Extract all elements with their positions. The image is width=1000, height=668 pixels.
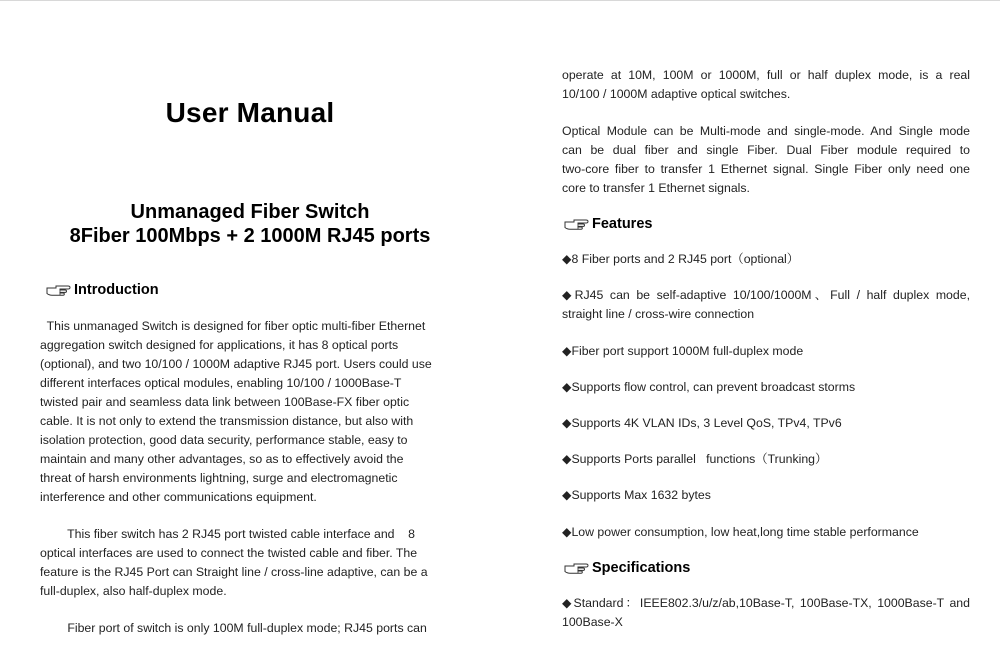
pointing-hand-icon xyxy=(564,561,590,575)
third-paragraph xyxy=(40,619,460,638)
second-paragraph xyxy=(40,525,460,601)
text-line: isolation protection, good data security, performance stable, easy to xyxy=(40,433,408,447)
feature-item xyxy=(562,486,970,505)
feature-text: ◆Low power consumption, low heat,long time stable performance xyxy=(562,525,919,539)
feature-item xyxy=(562,414,970,433)
feature-item xyxy=(562,450,970,469)
document-subtitle xyxy=(40,200,460,248)
text-line: Fiber port of switch is only 100M full-duplex mode; RJ45 ports can xyxy=(40,621,427,635)
introduction-paragraph xyxy=(40,317,460,507)
feature-text: ◆Supports 4K VLAN IDs, 3 Level QoS, TPv4, TPv6 xyxy=(562,416,842,430)
text-line: Optical Module can be Multi-mode and single-mode. And Single mode xyxy=(562,124,970,138)
page-top-border xyxy=(0,0,1000,1)
pointing-hand-icon xyxy=(564,217,590,231)
feature-item xyxy=(562,286,970,324)
feature-text: ◆Fiber port support 1000M full-duplex mode xyxy=(562,344,804,358)
spec-text: 100Base-X xyxy=(562,615,623,629)
text-line: two-core fiber to transfer 1 Ethernet signal. Single Fiber only need one xyxy=(562,162,970,176)
feature-item xyxy=(562,250,970,269)
document-title: User Manual xyxy=(165,97,335,128)
feature-text: ◆Supports Max 1632 bytes xyxy=(562,488,711,502)
optical-module-paragraph xyxy=(562,122,970,198)
text-line: different interfaces optical modules, enabling 10/100 / 1000Base-T xyxy=(40,376,402,390)
feature-text: ◆Supports Ports parallel functions（Trunking） xyxy=(562,452,828,466)
subtitle-line-2: 8Fiber 100Mbps + 2 1000M RJ45 ports xyxy=(69,225,431,247)
text-line: operate at 10M, 100M or 1000M, full or half duplex mode, is a real xyxy=(562,68,970,82)
feature-item xyxy=(562,342,970,361)
continuation-paragraph xyxy=(562,66,970,104)
text-line: core to transfer 1 Ethernet signals. xyxy=(562,181,750,195)
spec-text: ◆Standard：IEEE802.3/u/z/ab,10Base-T, 100Base-TX, 1000Base-T and xyxy=(562,596,970,610)
text-line: full-duplex, also half-duplex mode. xyxy=(40,584,227,598)
feature-text: ◆Supports flow control, can prevent broadcast storms xyxy=(562,380,856,394)
feature-text: ◆RJ45 can be self-adaptive 10/100/1000M、Full / half duplex mode, xyxy=(562,288,970,302)
features-heading-text: Features xyxy=(592,216,653,232)
text-line: twisted pair and seamless data link between 100Base-FX fiber optic xyxy=(40,395,410,409)
specifications-heading xyxy=(564,560,690,576)
text-line: feature is the RJ45 Port can Straight line / cross-line adaptive, can be a xyxy=(40,565,428,579)
text-line: interference and other communications equipment. xyxy=(40,490,317,504)
text-line: This fiber switch has 2 RJ45 port twisted cable interface and 8 xyxy=(40,527,416,541)
text-line: (optional), and two 10/100 / 1000M adaptive RJ45 port. Users could use xyxy=(40,357,432,371)
feature-text: ◆8 Fiber ports and 2 RJ45 port（optional） xyxy=(562,252,800,266)
text-line: threat of harsh environments lightning, surge and electromagnetic xyxy=(40,471,398,485)
feature-text: straight line / cross-wire connection xyxy=(562,307,755,321)
feature-item xyxy=(562,523,970,542)
text-line: cable. It is not only to extend the transmission distance, but also with xyxy=(40,414,414,428)
text-line: aggregation switch designed for applications, it has 8 optical ports xyxy=(40,338,399,352)
introduction-heading xyxy=(46,282,159,298)
pointing-hand-icon xyxy=(46,283,72,297)
text-line: This unmanaged Switch is designed for fiber optic multi-fiber Ethernet xyxy=(40,319,426,333)
feature-item xyxy=(562,378,970,397)
text-line: can be dual fiber and single Fiber. Dual Fiber module required to xyxy=(562,143,970,157)
specifications-heading-text: Specifications xyxy=(592,560,691,576)
spec-item-standard xyxy=(562,594,970,632)
introduction-heading-text: Introduction xyxy=(74,282,159,298)
text-line: maintain and many other advantages, so as to effectively avoid the xyxy=(40,452,404,466)
text-line: 10/100 / 1000M adaptive optical switches. xyxy=(562,87,791,101)
features-heading xyxy=(564,216,652,232)
subtitle-line-1: Unmanaged Fiber Switch xyxy=(130,201,370,223)
text-line: optical interfaces are used to connect the twisted cable and fiber. The xyxy=(40,546,418,560)
